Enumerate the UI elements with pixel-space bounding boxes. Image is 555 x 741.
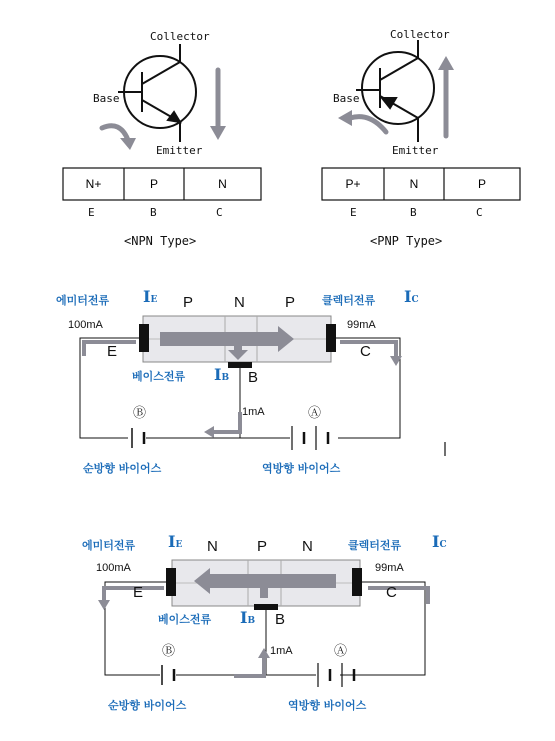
npn-battery-b: Ⓑ [162, 643, 176, 658]
npn-layer-1: N [207, 538, 218, 555]
pnp-letter-b: B [410, 206, 417, 219]
npn-arrow-head-1 [120, 138, 136, 150]
npn-layer-2: P [257, 538, 268, 555]
pnp-ic-symbol: IC [404, 287, 419, 306]
npn-emitter-label: Emitter [156, 144, 203, 157]
npn-forward-bias: 순방향 바이어스 [108, 699, 187, 712]
pnp-arrow-head-2 [438, 56, 454, 70]
npn-ie-symbol: IE [168, 532, 183, 551]
npn-layer-row [63, 168, 261, 200]
pnp-layer-row [322, 168, 520, 200]
npn-circuit [98, 560, 428, 687]
pnp-transistor-symbol [356, 40, 434, 142]
pnp-circuit [80, 316, 402, 450]
pnp-collector-label: Collector [390, 28, 450, 41]
pnp-battery-b: Ⓑ [133, 405, 147, 420]
pnp-base-current: 1mA [242, 406, 265, 418]
npn-ib-symbol: IB [240, 608, 256, 627]
pnp-forward-bias: 순방향 바이어스 [83, 462, 162, 475]
npn-letter-e: E [88, 206, 95, 219]
pnp-layer-1: P [183, 294, 194, 311]
pnp-layer-e: P+ [345, 177, 361, 191]
npn-arrow-head-2 [210, 126, 226, 140]
pnp-layer-3: P [285, 294, 296, 311]
pnp-e-label: E [107, 343, 118, 360]
pnp-type-caption: <PNP Type> [370, 234, 443, 248]
pnp-collector-current-label: 클렉터전류 [322, 294, 376, 307]
pnp-emitter-current: 100mA [68, 319, 103, 331]
npn-base-current: 1mA [270, 645, 293, 657]
pnp-letter-c: C [476, 206, 483, 219]
pnp-reverse-bias: 역방향 바이어스 [262, 462, 341, 475]
pnp-layer-c: P [477, 177, 486, 191]
npn-current-arrows [102, 70, 218, 140]
npn-battery-a: Ⓐ [334, 643, 348, 658]
npn-e-label: E [133, 584, 144, 601]
pnp-b-label: B [248, 369, 259, 386]
pnp-layer-b: N [409, 177, 419, 191]
pnp-collector-current: 99mA [347, 319, 376, 331]
pnp-arrow-head-1 [338, 110, 352, 126]
pnp-battery-a: Ⓐ [308, 405, 322, 420]
npn-transistor-symbol [118, 44, 196, 142]
npn-base-label: Base [93, 92, 120, 105]
npn-emitter-current: 100mA [96, 562, 131, 574]
npn-layer-e: N+ [85, 177, 102, 191]
pnp-base-label: Base [333, 92, 360, 105]
pnp-ie-symbol: IE [143, 287, 158, 306]
npn-ic-symbol: IC [432, 532, 447, 551]
pnp-base-current-label: 베이스전류 [132, 370, 186, 383]
npn-layer-c: N [218, 177, 227, 191]
pnp-layer-2: N [234, 294, 245, 311]
npn-letter-c: C [216, 206, 223, 219]
npn-base-current-label: 베이스전류 [158, 613, 212, 626]
npn-type-caption: <NPN Type> [124, 234, 197, 248]
npn-emitter-current-label: 에미터전류 [82, 539, 136, 552]
npn-reverse-bias: 역방향 바이어스 [288, 699, 367, 712]
pnp-ib-symbol: IB [214, 365, 230, 384]
npn-b-label: B [275, 611, 286, 628]
npn-c-label: C [386, 584, 397, 601]
pnp-emitter-current-label: 에미터전류 [56, 294, 110, 307]
npn-layer-3: N [302, 538, 313, 555]
npn-collector-current-label: 클렉터전류 [348, 539, 402, 552]
npn-collector-label: Collector [150, 30, 210, 43]
pnp-emitter-label: Emitter [392, 144, 439, 157]
pnp-letter-e: E [350, 206, 357, 219]
npn-collector-current: 99mA [375, 562, 404, 574]
npn-layer-b: P [149, 177, 158, 191]
pnp-c-label: C [360, 343, 371, 360]
npn-letter-b: B [150, 206, 157, 219]
